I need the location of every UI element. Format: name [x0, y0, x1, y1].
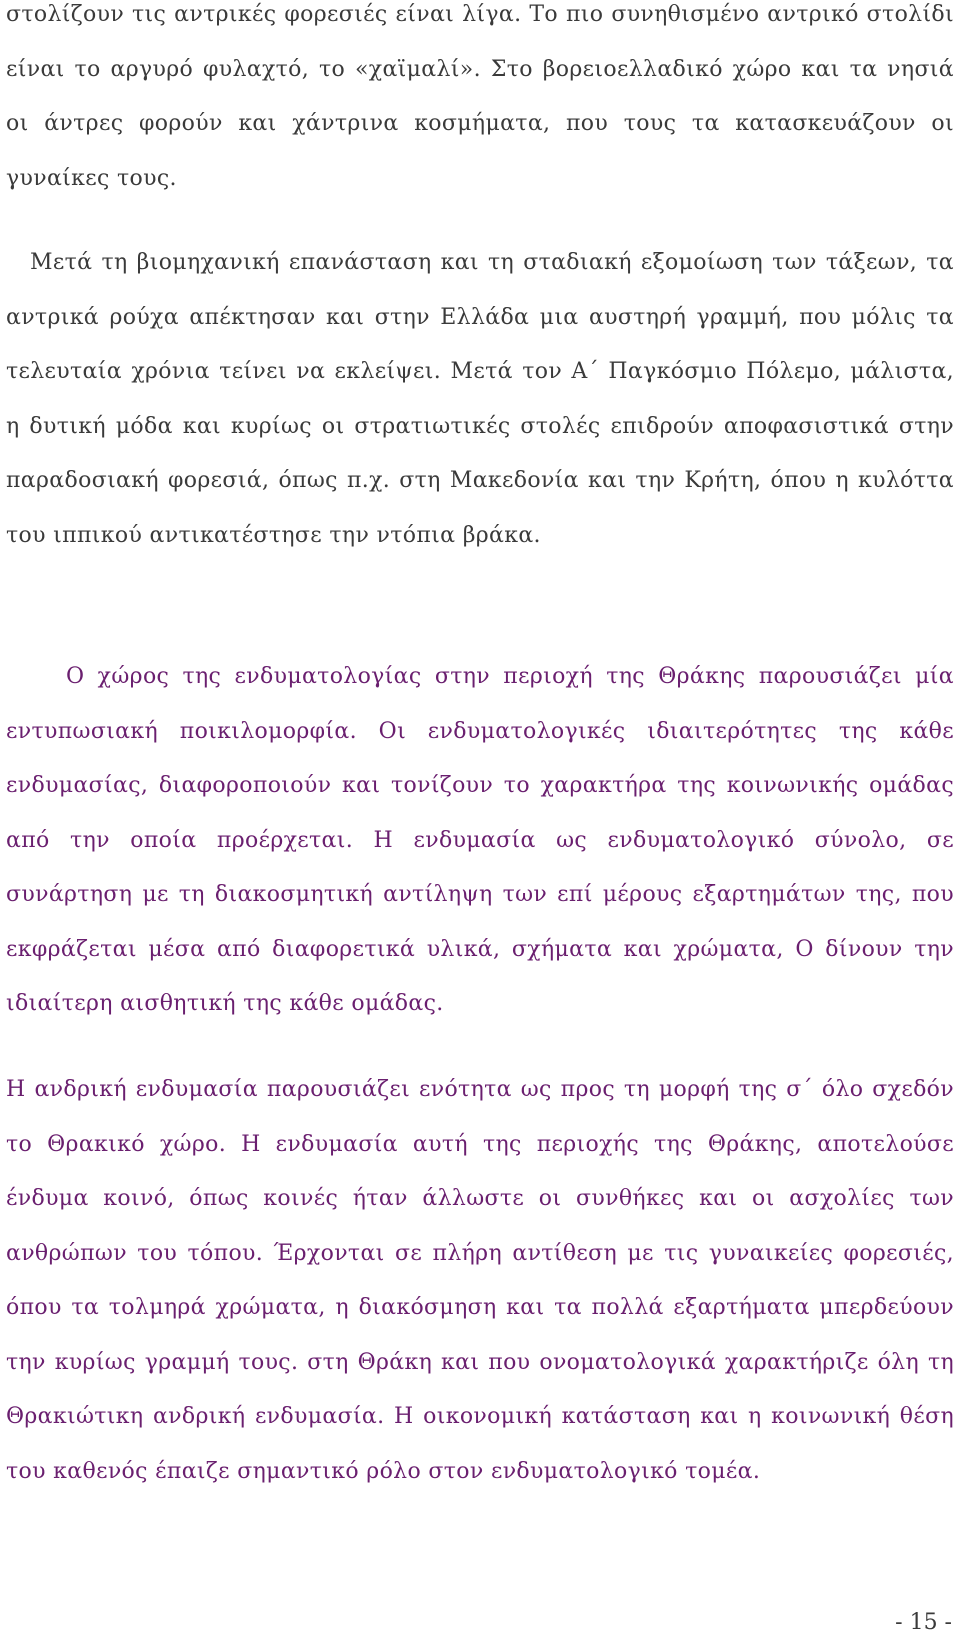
paragraph-industrial-revolution: Μετά τη βιομηχανική επανάσταση και τη σταδιακή εξομοίωση των τάξεων, τα αντρικά ρούχα απέκτησαν και στην Ελλάδα μια αυστηρή γραμμή, που μόλις τα τελευταία χρόνια τείνει να εκλείψει. Μετά τον Α΄ Παγκόσμιο Πόλεμο, μάλιστα, η δυτική μόδα και κυρίως οι στρατιωτικές στολές επιδρούν αποφασιστικά στην παραδοσιακή φορεσιά, όπως π.χ. στη Μακεδονία και την Κρήτη, όπου η κυλόττα του ιππικού αντικατέστησε την ντόπια βράκα. — [6, 250, 954, 548]
page-number: - 15 - — [895, 1610, 952, 1635]
paragraph-men-jewelry: στολίζουν τις αντρικές φορεσιές είναι λίγα. Το πιο συνηθισμένο αντρικό στολίδι είναι το αργυρό φυλαχτό, το «χαϊμαλί». Στο βορειοελλαδικό χώρο και τα νησιά οι άντρες φορούν και χάντρινα κοσμήματα, που τους τα κατασκευάζουν οι γυναίκες τους. — [6, 2, 954, 191]
paragraph-male-costume: Η ανδρική ενδυμασία παρουσιάζει ενότητα ως προς τη μορφή της σ΄ όλο σχεδόν το Θρακικό χώρο. Η ενδυμασία αυτή της περιοχής της Θράκης, αποτελούσε ένδυμα κοινό, όπως κοινές ήταν άλλωστε οι συνθήκες και οι ασχολίες των ανθρώπων του τόπου. Έρχονται σε πλήρη αντίθεση με τις γυναικείες φορεσιές, όπου τα τολμηρά χρώματα, η διακόσμηση και τα πολλά εξαρτήματα μπερδεύουν την κυρίως γραμμή τους. στη Θράκη και που ονοματολογικά χαρακτήριζε όλη τη Θρακιώτικη ανδρική ενδυμασία. Η οικονομική κατάσταση και η κοινωνική θέση του καθενός έπαιζε σημαντικό ρόλο στον ενδυματολογικό τομέα. — [6, 1077, 954, 1484]
paragraph-thrace-costume-variety: Ο χώρος της ενδυματολογίας στην περιοχή της Θράκης παρουσιάζει μία εντυπωσιακή ποικιλομορφία. Οι ενδυματολογικές ιδιαιτερότητες της κάθε ενδυμασίας, διαφοροποιούν και τονίζουν το χαρακτήρα της κοινωνικής ομάδας από την οποία προέρχεται. Η ενδυμασία ως ενδυματολογικό σύνολο, σε συνάρτηση με τη διακοσμητική αντίληψη των επί μέρους εξαρτημάτων της, που εκφράζεται μέσα από διαφορετικά υλικά, σχήματα και χρώματα, Ο δίνουν την ιδιαίτερη αισθητική της κάθε ομάδας. — [6, 664, 954, 1016]
